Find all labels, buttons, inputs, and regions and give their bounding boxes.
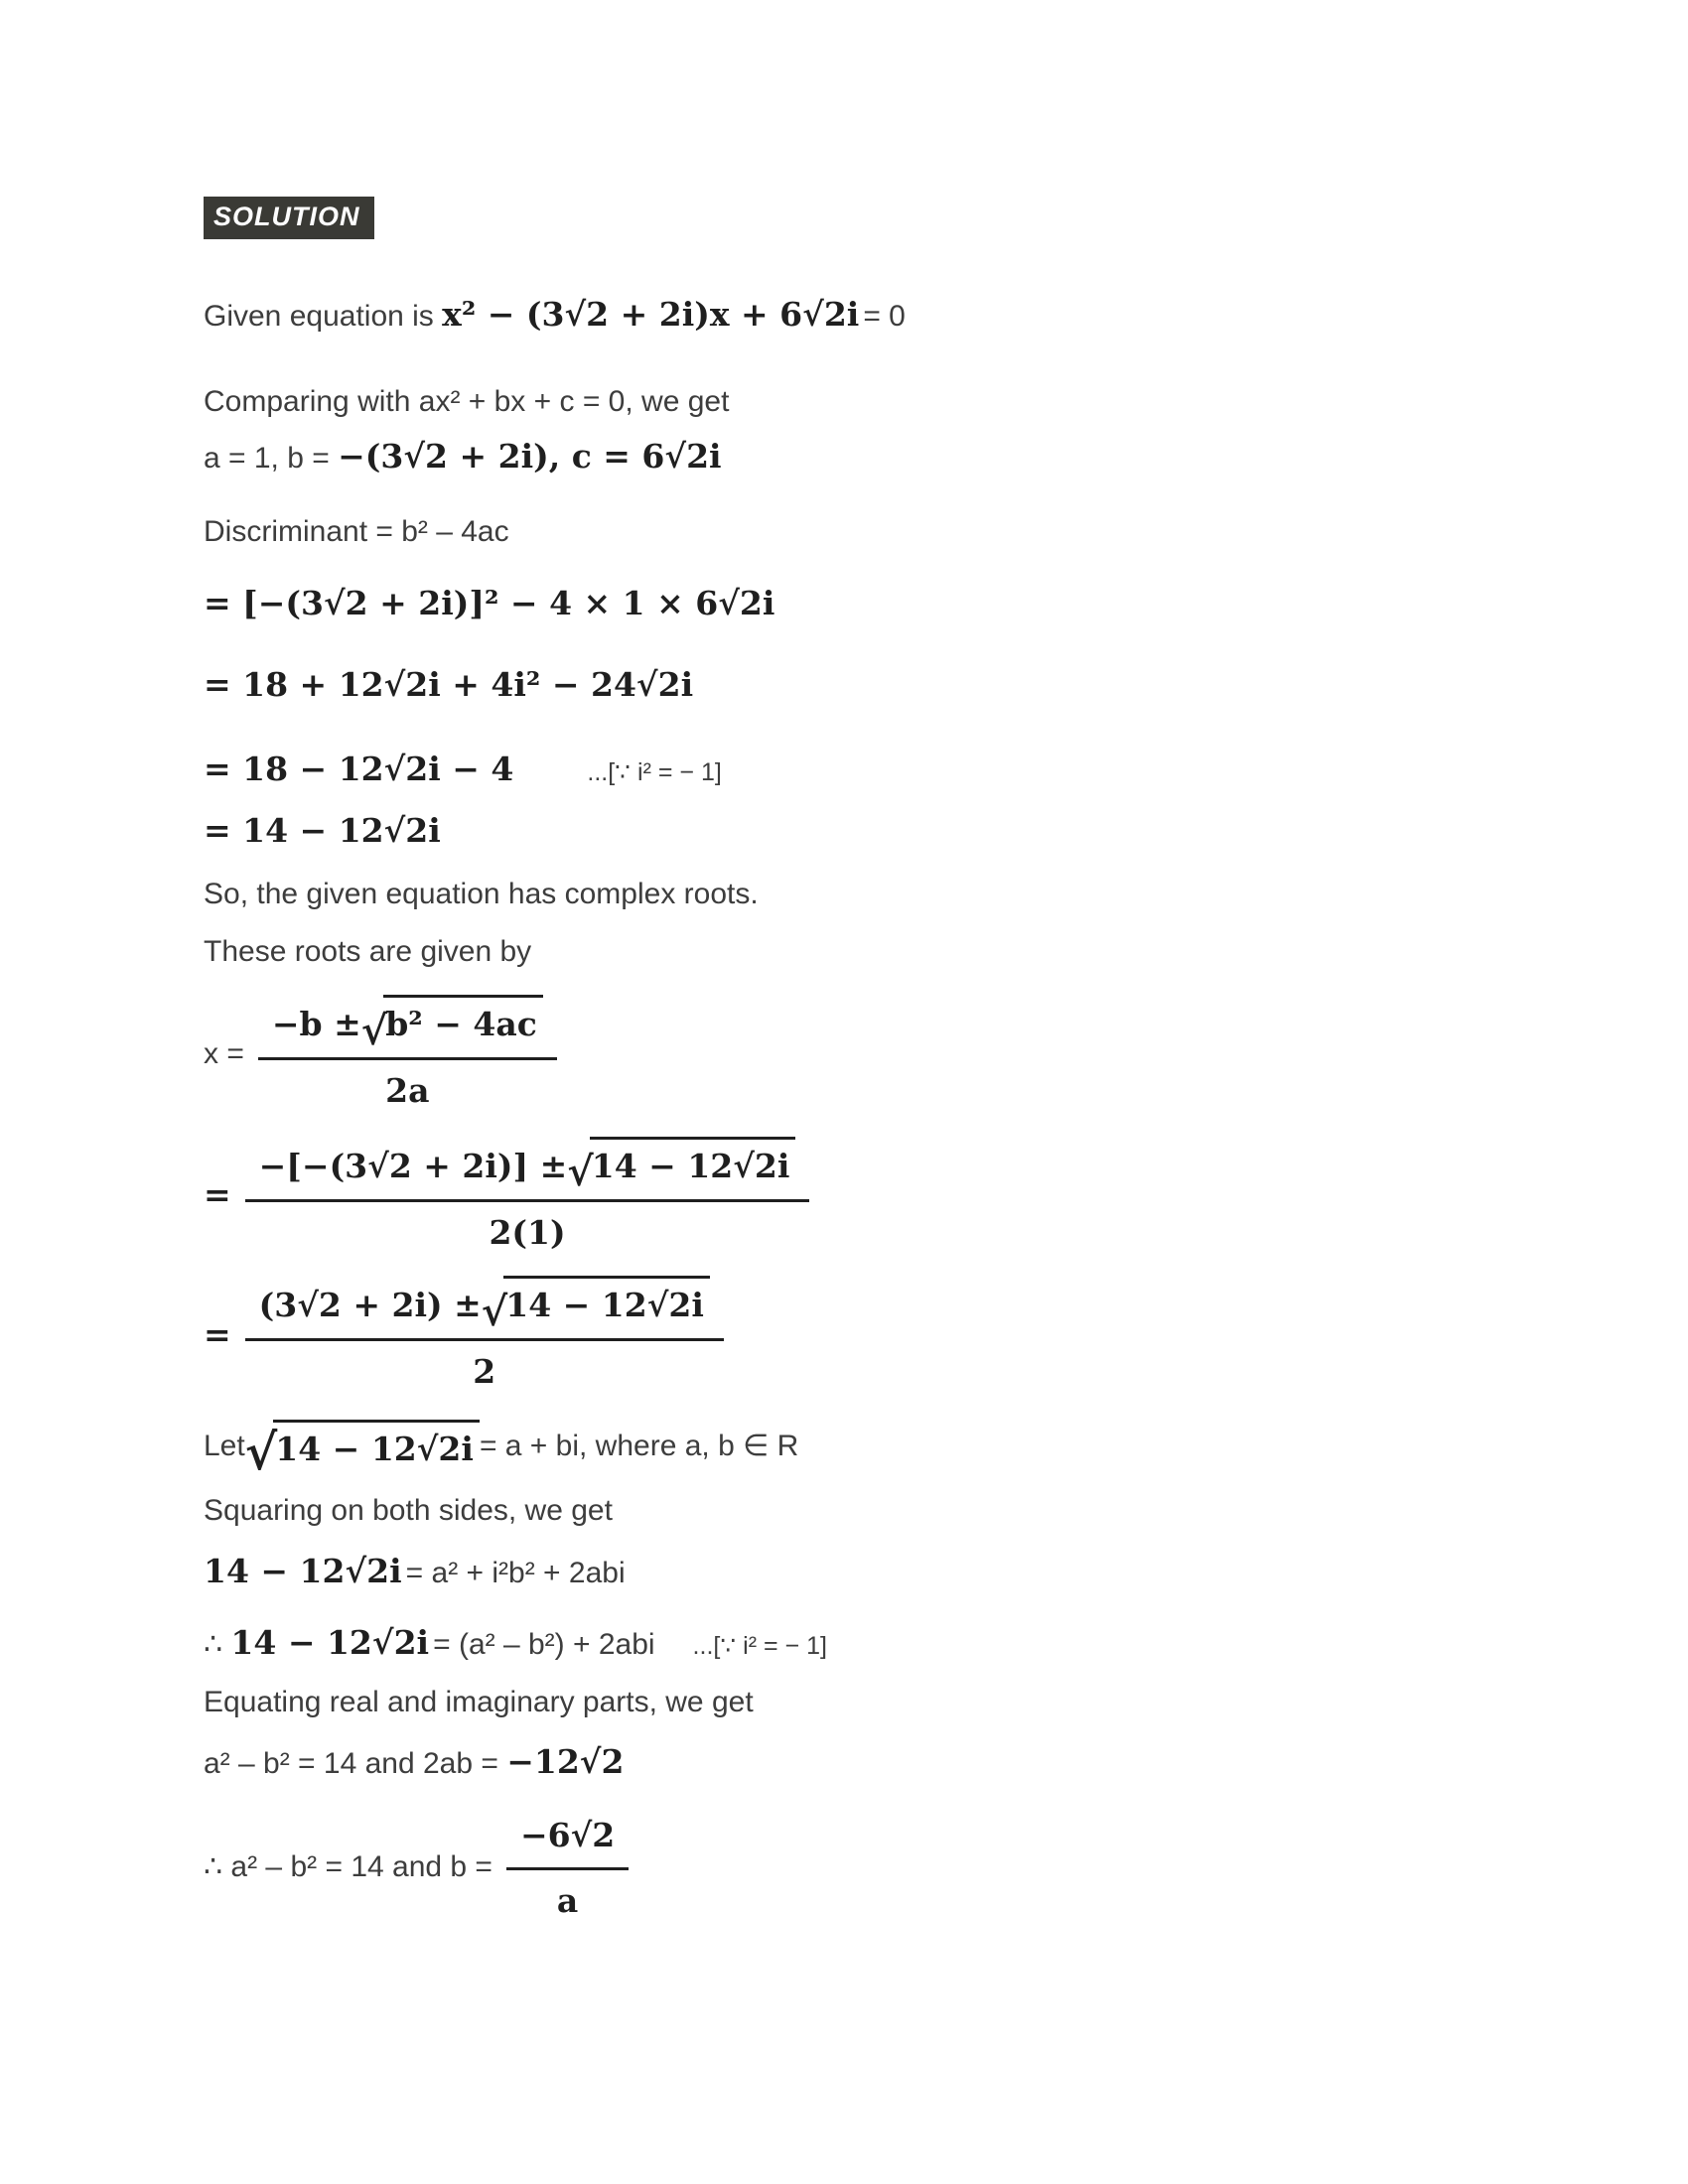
line-equating bbox=[204, 1681, 1395, 1724]
conclusion-text: So, the given equation has complex roots. bbox=[204, 878, 759, 911]
squared-equation-suffix: = a² + i²b² + 2abi bbox=[405, 1557, 626, 1590]
given-equation-suffix: = 0 bbox=[863, 300, 906, 333]
line-final bbox=[204, 1810, 1395, 1926]
line-squaring bbox=[204, 1489, 1395, 1533]
final-denominator: a bbox=[556, 1881, 579, 1921]
simplified-lhs: = bbox=[204, 1314, 231, 1354]
square-root bbox=[244, 1420, 480, 1481]
expand-2-math: = 18 + 12√2i + 4i² − 24√2i bbox=[204, 664, 694, 704]
radicand: 14 − 12√2i bbox=[590, 1137, 796, 1190]
squared-equation-math: 14 − 12√2i bbox=[204, 1552, 402, 1591]
radical-sign: √ bbox=[244, 1423, 278, 1481]
real-imaginary-math: 14 − 12√2i bbox=[230, 1623, 430, 1663]
given-equation-math: x² − (3√2 + 2i)x + 6√2i bbox=[442, 295, 860, 334]
real-imaginary-note: ...[∵ i² = − 1] bbox=[692, 1632, 827, 1661]
line-expand-4 bbox=[204, 807, 1395, 855]
simplified-denominator: 2 bbox=[473, 1352, 496, 1392]
line-expand-3 bbox=[204, 746, 1395, 793]
discriminant-text: Discriminant = b² – 4ac bbox=[204, 515, 509, 549]
numerator-prefix: −[−(3√2 + 2i)] ± bbox=[258, 1146, 568, 1185]
simplified-fraction bbox=[245, 1274, 724, 1396]
line-given-equation bbox=[204, 291, 1395, 339]
radical-sign: √ bbox=[360, 1007, 388, 1054]
line-squared-equation bbox=[204, 1548, 1395, 1595]
expand-3-note: ...[∵ i² = − 1] bbox=[587, 758, 722, 787]
let-suffix: = a + bi, where a, b ∈ R bbox=[479, 1430, 799, 1463]
roots-intro-text: These roots are given by bbox=[204, 934, 532, 968]
real-imaginary-mid: = (a² – b²) + 2abi bbox=[433, 1628, 655, 1662]
line-comparing bbox=[204, 380, 1395, 424]
equating-text: Equating real and imaginary parts, we get bbox=[204, 1686, 754, 1719]
line-expand-2 bbox=[204, 661, 1395, 709]
let-prefix: Let bbox=[204, 1430, 245, 1463]
expand-4-math: = 14 − 12√2i bbox=[204, 811, 441, 851]
line-quadratic-formula bbox=[204, 993, 1395, 1115]
substituted-denominator: 2(1) bbox=[489, 1212, 566, 1252]
radicand: b² − 4ac bbox=[383, 995, 543, 1048]
line-expand-1 bbox=[204, 580, 1395, 627]
solution-badge bbox=[204, 197, 374, 239]
system-math: −12√2 bbox=[506, 1741, 625, 1781]
line-conclusion bbox=[204, 873, 1395, 916]
therefore-prefix: ∴ bbox=[204, 1628, 231, 1662]
line-substituted-formula bbox=[204, 1135, 1395, 1257]
square-root bbox=[481, 1276, 710, 1336]
solution-badge-label: SOLUTION bbox=[213, 202, 360, 231]
numerator-prefix: −b ± bbox=[271, 1005, 361, 1044]
coefficients-math: −(3√2 + 2i), c = 6√2i bbox=[338, 437, 722, 477]
line-let-substitution bbox=[204, 1420, 1395, 1481]
line-simplified-formula bbox=[204, 1274, 1395, 1396]
substituted-lhs: = bbox=[204, 1175, 231, 1215]
given-equation-prefix: Given equation is bbox=[204, 300, 443, 333]
line-coefficients bbox=[204, 433, 1395, 480]
simplified-numerator bbox=[245, 1274, 724, 1341]
expand-1-math: = [−(3√2 + 2i)]² − 4 × 1 × 6√2i bbox=[204, 583, 775, 622]
square-root bbox=[567, 1137, 795, 1196]
substituted-numerator bbox=[245, 1135, 810, 1202]
system-prefix: a² – b² = 14 and 2ab = bbox=[204, 1746, 507, 1780]
substituted-fraction bbox=[245, 1135, 810, 1257]
numerator-prefix: (3√2 + 2i) ± bbox=[258, 1286, 482, 1325]
line-system bbox=[204, 1738, 1395, 1786]
radicand: 14 − 12√2i bbox=[503, 1276, 710, 1329]
quadratic-formula-fraction bbox=[258, 993, 557, 1115]
final-fraction bbox=[506, 1810, 629, 1926]
line-roots-intro bbox=[204, 930, 1395, 974]
quadratic-formula-denominator: 2a bbox=[385, 1070, 430, 1110]
radical-sign: √ bbox=[481, 1289, 508, 1336]
radical-sign: √ bbox=[567, 1149, 594, 1196]
line-discriminant bbox=[204, 510, 1395, 554]
quadratic-formula-lhs: x = bbox=[204, 1036, 244, 1070]
coefficients-prefix: a = 1, b = bbox=[204, 442, 339, 476]
quadratic-formula-numerator bbox=[258, 993, 557, 1060]
comparing-text: Comparing with ax² + bx + c = 0, we get bbox=[204, 384, 730, 418]
expand-3-math: = 18 − 12√2i − 4 bbox=[204, 750, 514, 789]
squaring-text: Squaring on both sides, we get bbox=[204, 1493, 613, 1527]
final-numerator: −6√2 bbox=[506, 1810, 629, 1871]
solution-content bbox=[204, 197, 1395, 1925]
square-root bbox=[360, 995, 543, 1054]
final-prefix: ∴ a² – b² = 14 and b = bbox=[204, 1850, 492, 1884]
line-real-imaginary-equation bbox=[204, 1619, 1395, 1667]
radicand: 14 − 12√2i bbox=[273, 1420, 480, 1473]
